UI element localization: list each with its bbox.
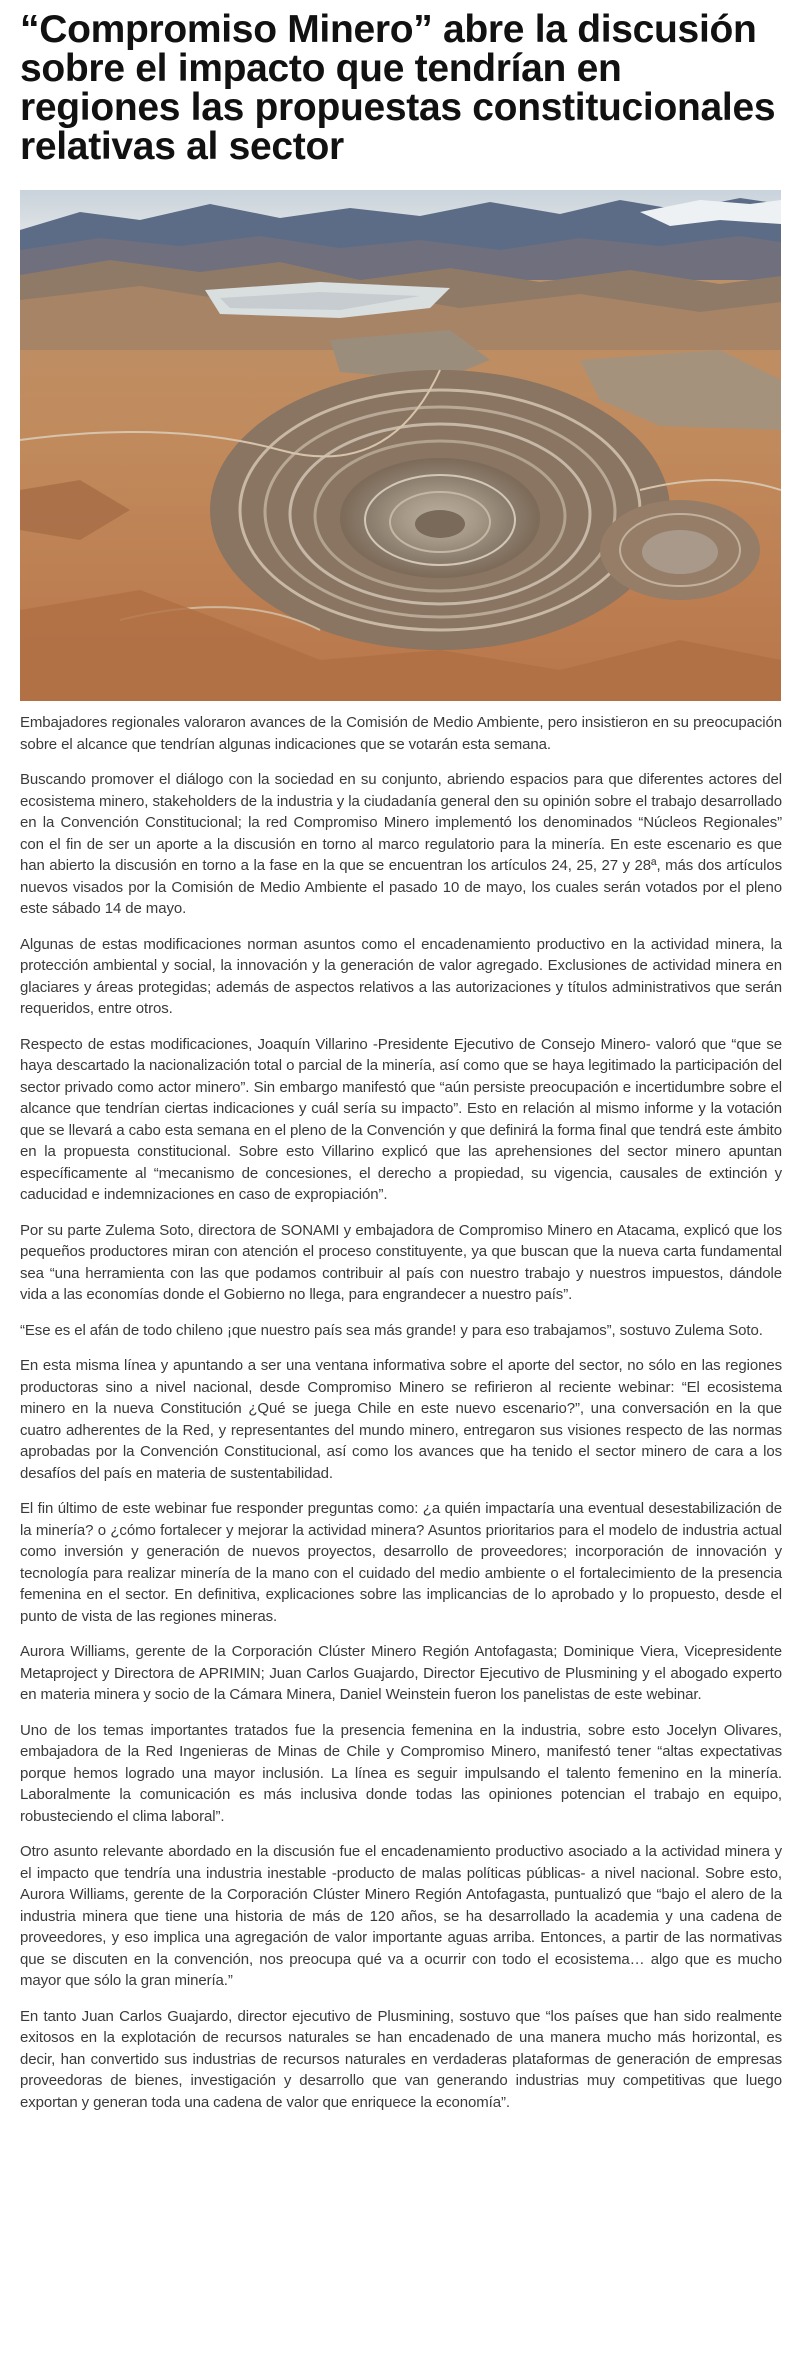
article-paragraph: Embajadores regionales valoraron avances de la Comisión de Medio Ambiente, pero insistieron en su preocupación sobre el alcance que tendrían algunas indicaciones que se votarán esta semana. [20, 714, 782, 753]
article-paragraph: El fin último de este webinar fue responder preguntas como: ¿a quién impactaría una eventual desestabilización de la minería? o ¿cómo fortalecer y mejorar la actividad minera? Asuntos prioritarios para el modelo de industria actual como inversión y generación de nuevos proyectos, desarrollo de proveedores; incorporación de innovación y tecnología para realizar minería de la mano con el cuidado del medio ambiente o el fortalecimiento de la presencia femenina en el sector. En definitiva, explicaciones sobre las implicancias de lo aprobado y lo propuesto, desde el punto de vista de las regiones mineras. [20, 1500, 782, 1625]
article-paragraph: Algunas de estas modificaciones norman asuntos como el encadenamiento productivo en la actividad minera, la protección ambiental y social, la innovación y la generación de valor agregado. Exclusiones de actividad minera en glaciares y áreas protegidas; además de aspectos relativos a las autorizaciones y títulos administrativos que serán requeridos, entre otros. [20, 935, 782, 1017]
article-paragraph: Otro asunto relevante abordado en la discusión fue el encadenamiento productivo asociado a la actividad minera y el impacto que tendría una industria inestable -producto de malas políticas públicas- a nivel nacional. Sobre esto, Aurora Williams, gerente de la Corporación Clúster Minero Región Antofagasta, puntualizó que “bajo el alero de la industria minera que tiene una historia de más de 120 años, se ha desarrollado la academia y una cadena de proveedores, y eso implica una agregación de valor importante aguas arriba. Entonces, a partir de las normativas que se discuten en la convención, nos preocupa qué va a ocurrir con todo el ecosistema… algo que es mucho mayor que sólo la gran minería.” [20, 1843, 782, 1989]
article-paragraph: “Ese es el afán de todo chileno ¡que nuestro país sea más grande! y para eso trabajamos”, sostuvo Zulema Soto. [20, 1321, 763, 1339]
article-paragraph: Respecto de estas modificaciones, Joaquín Villarino -Presidente Ejecutivo de Consejo Minero- valoró que “que se haya descartado la nacionalización total o parcial de la minería, así como que se haya legitimado la participación del sector privado como actor minero”. Sin embargo manifestó que “aún persiste preocupación e incertidumbre sobre el alcance que tendrían ciertas indicaciones y cuál sería su impacto”. Esto en relación al mismo informe y la votación que se llevará a cabo esta semana en el pleno de la Convención y que definirá la forma final que tendrá este ámbito en la propuesta constitucional. Sobre esto Villarino explicó que las aprehensiones del sector minero apuntan específicamente al “mecanismo de concesiones, el derecho a propiedad, su vigencia, causales de extinción y caducidad e indemnizaciones en caso de expropiación”. [20, 1035, 782, 1203]
article-paragraph: Buscando promover el diálogo con la sociedad en su conjunto, abriendo espacios para que diferentes actores del ecosistema minero, stakeholders de la industria y la ciudadanía general den su opinión sobre el trabajo desarrollado en la Convención Constitucional; la red Compromiso Minero implementó los denominados “Núcleos Regionales” con el fin de ser un aporte a la discusión en torno al marco regulatorio para la minería. En este escenario es que han abierto la discusión en torno a la fase en la que se encuentran los artículos 24, 25, 27 y 28ª, más dos artículos nuevos visados por la Comisión de Medio Ambiente el pasado 10 de mayo, los cuales serán votados por el pleno este sábado 14 de mayo. [20, 771, 782, 917]
article-hero-image [20, 190, 781, 701]
article-body [20, 712, 782, 2127]
open-pit-mine-aerial-photo [20, 190, 781, 701]
article-title: “Compromiso Minero” abre la discusión sobre el impacto que tendrían en regiones las propuestas constitucionales relativas al sector [20, 8, 776, 168]
article-paragraph: En esta misma línea y apuntando a ser una ventana informativa sobre el aporte del sector, no sólo en las regiones productoras sino a nivel nacional, desde Compromiso Minero se refirieron al reciente webinar: “El ecosistema minero en la nueva Constitución ¿Qué se juega Chile en este nuevo escenario?”, una conversación en la que cuatro adherentes de la Red, y representantes del mundo minero, entregaron sus visiones respecto de las normas aprobadas por la Convención Constitucional, así como los avances que ha tenido el sector minero de cara a los desafíos del país en materia de sustentabilidad. [20, 1357, 782, 1482]
article-paragraph: Aurora Williams, gerente de la Corporación Clúster Minero Región Antofagasta; Dominique Viera, Vicepresidente Metaproject y Directora de APRIMIN; Juan Carlos Guajardo, Director Ejecutivo de Plusmining y el abogado experto en materia minera y socio de la Cámara Minera, Daniel Weinstein fueron los panelistas de este webinar. [20, 1643, 782, 1703]
article-paragraph: Por su parte Zulema Soto, directora de SONAMI y embajadora de Compromiso Minero en Atacama, explicó que los pequeños productores miran con atención el proceso constituyente, ya que buscan que la nueva carta fundamental sea “una herramienta con las que podamos contribuir al país con nuestro trabajo y nuestros impuestos, dándole vida a las economías donde el Gobierno no llega, para engrandecer a nuestro país”. [20, 1221, 782, 1303]
article-paragraph: En tanto Juan Carlos Guajardo, director ejecutivo de Plusmining, sostuvo que “los países que han sido realmente exitosos en la explotación de recursos naturales se han encadenado de una manera mucho más horizontal, es decir, han convertido sus industrias de recursos naturales en verdaderas plataformas de generación de empresas proveedoras de bienes, investigación y desarrollo que van generando industrias muy competitivas que luego exportan y generan toda una cadena de valor que enriquece la economía”. [20, 2007, 782, 2111]
article-paragraph: Uno de los temas importantes tratados fue la presencia femenina en la industria, sobre esto Jocelyn Olivares, embajadora de la Red Ingenieras de Minas de Chile y Compromiso Minero, manifestó tener “altas expectativas porque hemos logrado una mayor inclusión. La línea es seguir impulsando el talento femenino en la minería. Laboralmente la comunicación es más inclusiva donde todas las opiniones potencian el trabajo en equipo, robusteciendo el clima laboral”. [20, 1721, 782, 1825]
